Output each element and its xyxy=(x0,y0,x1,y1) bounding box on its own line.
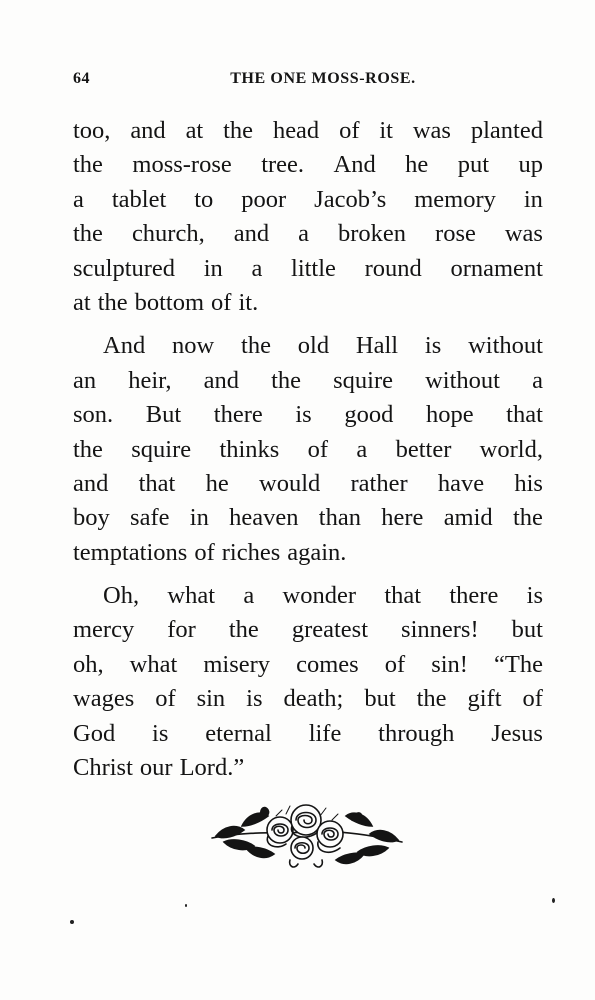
word: the xyxy=(241,332,271,360)
word: through xyxy=(378,719,455,747)
word: squire xyxy=(333,366,393,394)
word: of xyxy=(339,117,360,144)
word: better xyxy=(395,435,452,463)
word: memory xyxy=(414,185,496,213)
word: at xyxy=(185,117,204,144)
text-line xyxy=(73,398,543,432)
word: than xyxy=(318,504,361,532)
word: the xyxy=(73,151,103,179)
word: the xyxy=(416,685,447,713)
word: misery xyxy=(203,650,271,678)
word: head xyxy=(272,117,320,144)
word: life xyxy=(308,719,342,747)
word: church, xyxy=(131,220,205,248)
word: old xyxy=(297,332,330,360)
word: sin! xyxy=(431,650,468,678)
word: of xyxy=(155,685,176,713)
ink-speck xyxy=(70,920,74,924)
word: round xyxy=(364,254,422,282)
word: is xyxy=(526,582,543,610)
word: comes xyxy=(296,650,359,678)
word: of xyxy=(211,288,232,316)
word: of xyxy=(384,650,406,678)
word: amid xyxy=(443,504,493,532)
word: the xyxy=(271,366,301,394)
word: world, xyxy=(479,435,543,463)
word: the xyxy=(97,288,128,316)
word: bottom xyxy=(134,288,205,316)
word: of xyxy=(194,538,215,566)
text-line xyxy=(73,536,543,570)
word: squire xyxy=(131,435,192,463)
word: in xyxy=(523,185,543,213)
word: it xyxy=(379,117,393,144)
word: wages xyxy=(73,685,135,713)
word: that xyxy=(506,401,543,429)
word: poor xyxy=(241,185,287,213)
word: a xyxy=(251,254,263,282)
word: here xyxy=(381,504,424,532)
word: sculptured xyxy=(73,254,176,282)
word: a xyxy=(356,435,368,463)
text-line xyxy=(73,467,543,501)
word: a xyxy=(532,366,543,394)
word: the xyxy=(223,117,254,144)
word: too, xyxy=(73,117,111,144)
word: eternal xyxy=(205,719,272,747)
text-line xyxy=(73,613,543,647)
word: would xyxy=(259,469,321,497)
text-line xyxy=(73,252,543,286)
word: heir, xyxy=(128,366,172,394)
word: mercy xyxy=(73,616,135,644)
word: ornament xyxy=(450,254,543,282)
word: Christ xyxy=(73,754,133,782)
word: a xyxy=(298,220,309,248)
word: And xyxy=(103,332,146,360)
word: to xyxy=(194,185,214,213)
word: son. xyxy=(73,401,114,429)
word: have xyxy=(437,469,485,497)
text-line xyxy=(73,364,543,398)
word: of xyxy=(307,435,329,463)
word: the xyxy=(512,504,543,532)
word: rose xyxy=(435,220,476,248)
word: in xyxy=(189,504,209,532)
word: sin xyxy=(196,685,226,713)
word: safe xyxy=(130,504,170,532)
word: without xyxy=(468,332,543,360)
word: and xyxy=(130,117,166,144)
word: Jacob’s xyxy=(314,185,387,213)
ink-speck xyxy=(185,904,187,907)
word: there xyxy=(213,401,263,429)
text-line xyxy=(73,183,543,217)
word: hope xyxy=(425,401,474,429)
running-title: THE ONE MOSS-ROSE. xyxy=(230,70,416,87)
floral-sprig-icon xyxy=(202,790,408,872)
text-line xyxy=(73,501,543,535)
word: temptations xyxy=(73,538,188,566)
word: that xyxy=(138,469,176,497)
word: Hall xyxy=(355,332,399,360)
word: heaven xyxy=(229,504,299,532)
paragraph xyxy=(73,579,543,785)
word: a xyxy=(73,185,84,213)
text-line xyxy=(73,329,543,363)
word: our xyxy=(139,754,173,782)
word: riches xyxy=(221,538,281,566)
text-line xyxy=(73,579,543,613)
word: greatest xyxy=(291,616,369,644)
word: and xyxy=(73,469,109,497)
text-line xyxy=(73,648,543,682)
text-line xyxy=(73,717,543,751)
word: the xyxy=(73,220,103,248)
word: boy xyxy=(73,504,110,532)
word: planted xyxy=(470,117,543,144)
word: is xyxy=(152,719,169,747)
word: and xyxy=(203,366,239,394)
word: is xyxy=(246,685,263,713)
word: was xyxy=(412,117,451,144)
word: in xyxy=(203,254,223,282)
word: at xyxy=(73,288,91,316)
word: Jesus xyxy=(491,719,543,747)
paragraph xyxy=(73,114,543,320)
word: he xyxy=(205,469,229,497)
word: tablet xyxy=(111,185,167,213)
text-line xyxy=(73,217,543,251)
word: the xyxy=(228,616,259,644)
word: tree. xyxy=(261,151,305,179)
text-line xyxy=(73,682,543,716)
word: now xyxy=(172,332,215,360)
word: that xyxy=(384,582,422,610)
text-line xyxy=(73,114,543,148)
word: death; xyxy=(283,685,344,713)
word: wonder xyxy=(282,582,356,610)
word: rather xyxy=(350,469,408,497)
word: good xyxy=(344,401,394,429)
word: sinners! xyxy=(401,616,479,644)
word: is xyxy=(295,401,312,429)
word: what xyxy=(129,650,178,678)
word: the xyxy=(73,435,103,463)
word: God xyxy=(73,719,116,747)
page-number: 64 xyxy=(73,70,90,87)
text-line xyxy=(73,751,543,785)
word: put xyxy=(457,151,490,179)
paragraph xyxy=(73,329,543,570)
word: Lord.” xyxy=(179,754,245,782)
word: gift xyxy=(467,685,502,713)
word: but xyxy=(364,685,396,713)
word: and xyxy=(233,220,270,248)
word: is xyxy=(424,332,442,360)
word: but xyxy=(511,616,543,644)
word: he xyxy=(405,151,429,179)
word: an xyxy=(73,366,97,394)
word: But xyxy=(145,401,182,429)
word: moss-rose xyxy=(132,151,232,179)
word: up xyxy=(518,151,543,179)
text-line xyxy=(73,286,543,320)
word: thinks xyxy=(219,435,280,463)
word: was xyxy=(504,220,543,248)
word: oh, xyxy=(73,650,104,678)
word: Oh, xyxy=(103,582,140,610)
word: And xyxy=(333,151,376,179)
word: “The xyxy=(493,650,543,678)
word: of xyxy=(522,685,543,713)
text-line xyxy=(73,433,543,467)
word: his xyxy=(514,469,543,497)
word: without xyxy=(425,366,500,394)
word: a xyxy=(243,582,255,610)
body-text xyxy=(73,114,543,794)
word: there xyxy=(449,582,499,610)
running-head xyxy=(73,70,543,94)
word: it. xyxy=(238,288,259,316)
word: what xyxy=(167,582,216,610)
ink-speck xyxy=(552,898,555,903)
word: broken xyxy=(337,220,407,248)
word: again. xyxy=(287,538,347,566)
word: for xyxy=(167,616,196,644)
text-line xyxy=(73,148,543,182)
word: little xyxy=(291,254,336,282)
